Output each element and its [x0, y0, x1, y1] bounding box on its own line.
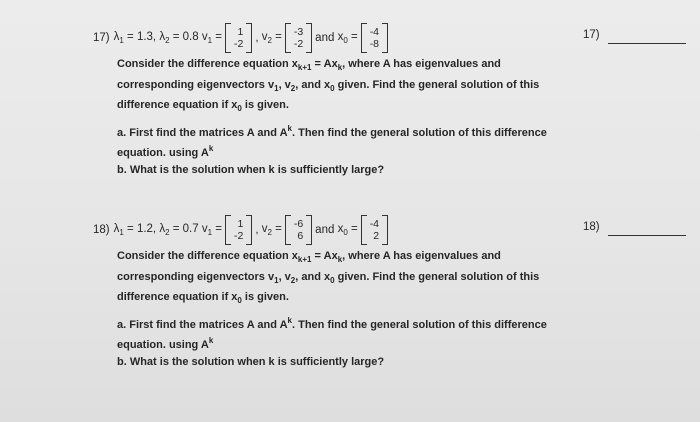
v1-label: $v_1$ =: [201, 223, 222, 237]
v2-label: $v_2$ =: [261, 223, 282, 237]
answer-line[interactable]: [608, 43, 686, 44]
v2-matrix: -3 -2: [285, 23, 312, 53]
and-word: and: [315, 224, 335, 236]
part-a-cont: equation. using $A^k$: [117, 144, 214, 159]
problem-number: 17): [93, 32, 110, 44]
v1-matrix: 1 -2: [225, 215, 252, 245]
lambda1: $\lambda_1 = 1.2$,: [113, 223, 157, 237]
part-b: b. What is the solution when k is sufficiently large?: [117, 355, 385, 368]
v1-label: $v_1$ =: [201, 31, 222, 45]
x0-matrix: -4 -8: [361, 23, 388, 53]
part-a-cont: equation. using $A^k$: [117, 336, 214, 351]
part-a: a. First find the matrices A and $A^k$. Then find the general solution of this difference: [117, 315, 547, 331]
answer-number: 17): [583, 29, 600, 41]
v2-matrix: -6 6: [285, 215, 312, 245]
lambda2: $\lambda_2 = 0.7$: [159, 223, 199, 237]
x0-label: $x_0$ =: [337, 223, 358, 237]
problem-18-header: 18) $\lambda_1 = 1.2$, $\lambda_2 = 0.7$ $v_1$ = 1 -2 , $v_2$ = -6 6 and $x_0$ = -4 2: [93, 212, 391, 248]
lambda1: $\lambda_1 = 1.3$,: [113, 31, 157, 45]
problem-17-header: 17) $\lambda_1 = 1.3$, $\lambda_2 = 0.8$ $v_1$ = 1 -2 , $v_2$ = -3 -2 and $x_0$ = -4 -8: [93, 20, 391, 56]
part-a: a. First find the matrices A and $A^k$. Then find the general solution of this difference: [117, 123, 547, 139]
v2-label: $v_2$ =: [261, 31, 282, 45]
answer-line[interactable]: [608, 235, 686, 236]
problem-18-text: Consider the difference equation $x_{k+1} = Ax_k$, where A has eigenvalues and corresponding eigenvectors $v_1$, $v_2$, and $x_0$ given. Find the general solution of this difference equation if $x_0$ is given. a. First find the matrices A and $A^k$. Then find the general solution of this difference equation. using $A^k$ b. What is the solution when k is sufficiently large?: [117, 248, 557, 370]
v1-matrix: 1 -2: [225, 23, 252, 53]
answer-number: 18): [583, 221, 600, 233]
x0-matrix: -4 2: [361, 215, 388, 245]
x0-label: $x_0$ =: [337, 31, 358, 45]
problem-number: 18): [93, 224, 110, 236]
and-word: and: [315, 32, 335, 44]
lambda2: $\lambda_2 = 0.8$: [159, 31, 199, 45]
part-b: b. What is the solution when k is sufficiently large?: [117, 163, 385, 176]
problem-17-text: Consider the difference equation $x_{k+1} = Ax_k$, where A has eigenvalues and corresponding eigenvectors $v_1$, $v_2$, and $x_0$ given. Find the general solution of this difference equation if $x_0$ is given. a. First find the matrices A and $A^k$. Then find the general solution of this difference equation. using $A^k$ b. What is the solution when k is sufficiently large?: [117, 56, 557, 178]
